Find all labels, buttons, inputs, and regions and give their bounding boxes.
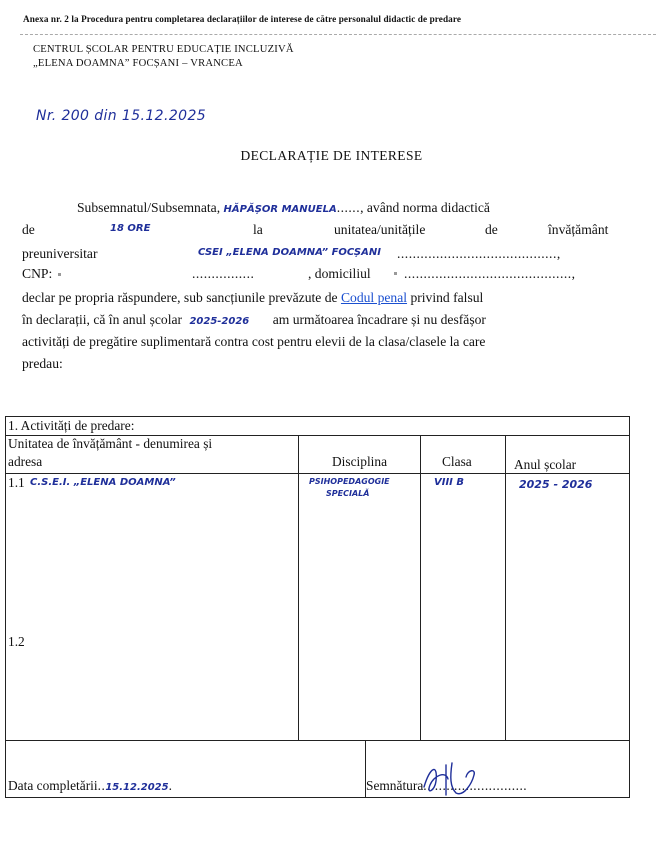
cnp-label: CNP: <box>22 266 53 281</box>
table-rule <box>298 435 299 740</box>
declaration-line-4 <box>22 266 576 282</box>
dotted-leader: ..........................................., <box>404 266 576 281</box>
header-unitate-line2: adresa <box>8 454 43 469</box>
dotted-leader: ........................................., <box>397 246 561 261</box>
de2-word: de <box>485 222 498 237</box>
declaration-line-5 <box>22 290 483 306</box>
codul-penal-link[interactable]: Codul penal <box>340 290 408 305</box>
registration-number: Nr. 200 din 15.12.2025 <box>36 108 207 124</box>
unitatea-word: unitatea/unitățile <box>334 222 426 237</box>
declaration-line-7: activități de pregătire suplimentară contra cost pentru elevii de la clasa/clasele la care <box>22 334 486 349</box>
row-unitate: C.S.E.I. „ELENA DOAMNA” <box>30 477 176 488</box>
activities-table <box>5 416 630 798</box>
header-divider <box>20 34 656 35</box>
table-rule <box>420 435 421 740</box>
table-rule <box>6 740 629 741</box>
annex-header-note: Anexa nr. 2 la Procedura pentru completarea declarațiilor de interese de către personalul didactic de predare <box>23 14 462 24</box>
de-word: de <box>22 222 35 237</box>
row-clasa: VIII B <box>434 477 465 488</box>
dotted-leader: ...... <box>336 200 361 215</box>
la-word: la <box>253 222 263 237</box>
table-rule <box>6 473 629 474</box>
date-label: Data completării <box>8 778 98 793</box>
signature-label: Semnătura <box>366 778 424 793</box>
redacted-cnp <box>58 273 61 276</box>
declaration-line-3 <box>22 246 561 262</box>
declar-text: declar pe propria răspundere, sub sancțiunile prevăzute de <box>22 290 338 305</box>
institution-name: CENTRUL ȘCOLAR PENTRU EDUCAȚIE INCLUZIVĂ <box>33 44 294 55</box>
declarant-suffix: , având norma didactică <box>360 200 490 215</box>
header-anul-scolar: Anul școlar <box>514 457 577 472</box>
norma-fill: 18 ORE <box>110 223 151 234</box>
date-value: 15.12.2025 <box>105 782 169 793</box>
date-field: Data completării..15.12.2025. <box>8 778 173 793</box>
signature-mark <box>416 757 486 799</box>
declaration-line-1 <box>77 200 490 216</box>
signature-field: Semnătura........................... <box>366 778 528 793</box>
table-rule <box>505 435 506 740</box>
declaration-line-8: predau: <box>22 356 63 371</box>
row-disciplina-line2: SPECIALĂ <box>326 489 370 498</box>
row-disciplina-line1: PSIHOPEDAGOGIE <box>309 477 390 486</box>
document-title: DECLARAȚIE DE INTERESE <box>240 148 423 163</box>
an-scolar-text: în declarații, că în anul școlar <box>22 312 183 327</box>
header-unitate-line1: Unitatea de învățământ - denumirea și <box>8 436 213 451</box>
invatamant-word: învățământ <box>548 222 609 237</box>
declarant-prefix: Subsemnatul/Subsemnata, <box>77 200 221 215</box>
school-year-fill: 2025-2026 <box>189 316 250 327</box>
declaration-line-6 <box>22 312 486 328</box>
redacted-address <box>394 272 397 275</box>
dotted-leader: ................ <box>192 266 255 281</box>
section-title: 1. Activități de predare: <box>8 418 135 433</box>
school-fill: CSEI „ELENA DOAMNA” FOCȘANI <box>198 247 381 258</box>
row-anul: 2025 - 2026 <box>519 478 593 491</box>
preuniversitar-word: preuniversitar <box>22 246 98 261</box>
header-clasa: Clasa <box>442 454 472 469</box>
row-number: 1.2 <box>8 634 25 649</box>
privind-text: privind falsul <box>410 290 484 305</box>
signature-stroke <box>424 763 474 795</box>
incadrare-text: am următoarea încadrare și nu desfășor <box>272 312 486 327</box>
header-disciplina: Disciplina <box>332 454 388 469</box>
institution-subtitle: „ELENA DOAMNA” FOCȘANI – VRANCEA <box>33 58 243 69</box>
row-number: 1.1 <box>8 475 25 490</box>
declarant-name-fill: HĂPĂȘOR MANUELA <box>223 204 337 215</box>
domiciliul-label: , domiciliul <box>308 266 371 281</box>
